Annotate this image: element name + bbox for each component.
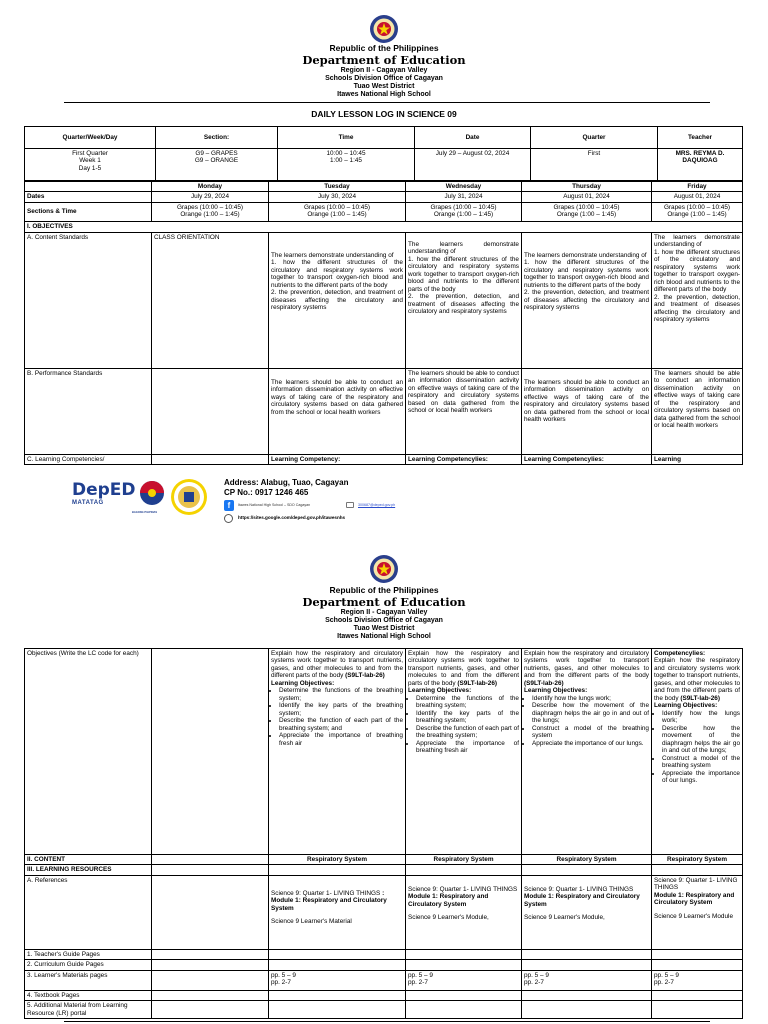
lesson-log-table (24, 181, 743, 465)
date-cell: July 29 – August 02, 2024 (415, 149, 531, 181)
sections-cell: G9 – GRAPES G9 – ORANGE (156, 149, 278, 181)
day-header-thursday: Thursday (522, 182, 652, 192)
col-header: Time (278, 127, 415, 149)
content-standards-tuesday: The learners demonstrate understanding of 1. how the different structures of the circulatory and respiratory systems work together to transport oxygen-rich blood and nutrients to the different parts of the body 2. the prevention, detection, and treatment of diseases affecting the circulatory and respiratory systems (269, 232, 406, 368)
page-2-footer-rule (64, 1021, 710, 1022)
deped-seal-icon (369, 14, 399, 44)
time-cell: 10:00 – 10:45 1:00 – 1:45 (278, 149, 415, 181)
letterhead: Republic of the Philippines Department of Education Region II - Cagayan Valley Schools Division Office of Cagayan Tuao West District Itawes National High School (302, 585, 466, 641)
facebook-link[interactable]: Itawes National High School – SDO Cagayan (238, 503, 311, 507)
email-link[interactable]: 300687@deped.gov.ph (358, 503, 396, 507)
content-topic: Respiratory System (269, 855, 406, 865)
republic-line: Republic of the Philippines (329, 43, 439, 53)
school-line: Itawes National High School (337, 91, 431, 99)
deped-logo: DepED MATATAG (72, 480, 136, 506)
department-line: Department of Education (302, 52, 466, 67)
lc-thursday: Explain how the respiratory and circulatory systems work together to transport nutrients, gases, and other molecules to and from the different parts of the body (S9LT-lab-26) Learning Objectives: • Identify how the lungs work; • Describe how the movement of the diaphragm helps the air go in and out of the lungs; • Construct a model of the breathing system • Appreciate the importance of our lungs. (522, 649, 652, 855)
references-friday: Science 9: Quarter 1- LIVING THINGS Module 1: Respiratory and Circulatory System Science 9 Learner's Module (652, 875, 743, 949)
lm-pages: pp. 5 – 9 pp. 2-7 (269, 970, 406, 990)
col-header: Section: (156, 127, 278, 149)
lc-header-wednesday: Learning Competencylies: (406, 454, 522, 464)
class-orientation-cell: CLASS ORIENTATION (152, 232, 269, 368)
header-rule (64, 102, 710, 103)
col-header: Quarter (531, 127, 658, 149)
day-header-monday: Monday (152, 182, 269, 192)
teachers-guide-label: 1. Teacher's Guide Pages (25, 949, 152, 959)
content-standards-label: A. Content Standards (25, 232, 152, 368)
email-icon (346, 502, 354, 508)
date-wednesday: July 31, 2024 (406, 192, 522, 202)
lm-pages: pp. 5 – 9 pp. 2-7 (522, 970, 652, 990)
address-block (224, 478, 348, 499)
quarter-week-day-cell: First Quarter Week 1 Day 1-5 (25, 149, 156, 181)
sections-time-cell: Grapes (10:00 – 10:45) Orange (1:00 – 1:45) (152, 202, 269, 221)
lc-header-thursday: Learning Competencylies: (522, 454, 652, 464)
objectives-section-label: I. OBJECTIVES (25, 221, 743, 232)
content-section-label: II. CONTENT (25, 855, 152, 865)
content-topic: Respiratory System (406, 855, 522, 865)
content-standards-wednesday: The learners demonstrate understanding of 1. how the different structures of the circulatory and respiratory systems work together to transport oxygen-rich blood and nutrients to the different parts of the body 2. the prevention, detection, and treatment of diseases affecting the circulatory and respiratory systems (406, 232, 522, 368)
col-header: Teacher (658, 127, 743, 149)
day-header-wednesday: Wednesday (406, 182, 522, 192)
performance-standards-label: B. Performance Standards (25, 368, 152, 454)
col-header: Date (415, 127, 531, 149)
performance-standards-wednesday: The learners should be able to conduct an information dissemination activity on effective ways of taking care of the respiratory and circulatory systems based on data gathered from the school or local health workers (406, 368, 522, 454)
curriculum-guide-label: 2. Curriculum Guide Pages (25, 960, 152, 970)
letterhead (0, 44, 768, 99)
matatag-text: MATATAG (72, 500, 104, 506)
sections-time-cell: Grapes (10:00 – 10:45) Orange (1:00 – 1:45) (522, 202, 652, 221)
sections-time-cell: Grapes (10:00 – 10:45) Orange (1:00 – 1:45) (406, 202, 522, 221)
date-tuesday: July 30, 2024 (269, 192, 406, 202)
performance-standards-friday: The learners should be able to conduct an information dissemination activity on effective ways of taking care of the respiratory and circulatory systems based on data gathered from the school or local health workers (652, 368, 743, 454)
website-link[interactable]: https://sites.google.com/deped.gov.ph/itawesnhs (238, 515, 346, 520)
quarter-cell: First (531, 149, 658, 181)
sections-time-cell: Grapes (10:00 – 10:45) Orange (1:00 – 1:45) (269, 202, 406, 221)
facebook-icon: f (224, 500, 234, 511)
lc-wednesday: Explain how the respiratory and circulatory systems work together to transport nutrients, gases, and other molecules to and from the different parts of the body (S9LT-lab-26) Learning Objectives: • Determine the functions of the breathing system; • Identify the key parts of the breathing system; • Describe the function of each part of the breathing system; • Appreciate the importance of breathing fresh air (406, 649, 522, 855)
day-header-tuesday: Tuesday (269, 182, 406, 192)
references-wednesday: Science 9: Quarter 1- LIVING THINGS Module 1: Respiratory and Circulatory System Science 9 Learner's Module, (406, 875, 522, 949)
resources-section-label: III. LEARNING RESOURCES (25, 865, 152, 875)
date-monday: July 29, 2024 (152, 192, 269, 202)
page-2 (0, 540, 768, 1024)
lm-pages: pp. 5 – 9 pp. 2-7 (652, 970, 743, 990)
sections-time-label: Sections & Time (25, 202, 152, 221)
content-topic: Respiratory System (652, 855, 743, 865)
references-label: A. References (25, 875, 152, 949)
lc-tuesday: Explain how the respiratory and circulatory systems work together to transport nutrients, gases, and other molecules to and from the different parts of the body (S9LT-lab-26) Learning Objectives: • Determine the functions of the breathing system; • Identify the key parts of the breathing system; • Describe the function of each part of the breathing system; and • Appreciate the importance of breathing fresh air (269, 649, 406, 855)
day-header-friday: Friday (652, 182, 743, 192)
col-header: Quarter/Week/Day (25, 127, 156, 149)
date-thursday: August 01, 2024 (522, 192, 652, 202)
lc-header-tuesday: Learning Competency: (269, 454, 406, 464)
district-line: Tuao West District (353, 83, 415, 91)
school-seal-icon (170, 478, 208, 516)
bagong-pilipinas-icon (132, 480, 172, 506)
bagong-pilipinas-logo: BAGONG PILIPINAS (132, 480, 176, 514)
learning-competencies-label: C. Learning Competencies/ (25, 454, 152, 464)
region-line: Region II - Cagayan Valley (340, 66, 428, 74)
sections-time-cell: Grapes (10:00 – 10:45) Orange (1:00 – 1:45) (652, 202, 743, 221)
textbook-pages-label: 4. Textbook Pages (25, 990, 152, 1000)
teacher-cell: MRS. REYMA D. DAQUIOAG (658, 149, 743, 181)
references-tuesday: Science 9: Quarter 1- LIVING THINGS : Module 1: Respiratory and Circulatory System Science 9 Learner's Material (269, 875, 406, 949)
lesson-log-table-continued (24, 648, 743, 1019)
globe-icon (224, 514, 233, 523)
document-title: DAILY LESSON LOG IN SCIENCE 09 (311, 109, 457, 119)
additional-materials-label: 5. Additional Material from Learning Resource (LR) portal (25, 1001, 152, 1019)
date-friday: August 01, 2024 (652, 192, 743, 202)
division-line: Schools Division Office of Cagayan (325, 75, 443, 83)
content-topic: Respiratory System (522, 855, 652, 865)
lc-header-friday: Learning (652, 454, 743, 464)
deped-seal-icon (369, 554, 399, 584)
address-text: Address: Alabug, Tuao, Cagayan (224, 478, 349, 487)
dates-label: Dates (25, 192, 152, 202)
objectives-lc-label: Objectives (Write the LC code for each) (25, 649, 152, 855)
performance-standards-thursday: The learners should be able to conduct an information dissemination activity on effective ways of taking care of the respiratory and circulatory systems based on data gathered from the school or local health workers (522, 368, 652, 454)
learners-materials-label: 3. Learner's Materials pages (25, 970, 152, 990)
content-standards-thursday: The learners demonstrate understanding of 1. how the different structures of the circulatory and respiratory systems work together to transport oxygen-rich blood and nutrients to the different parts of the body 2. the prevention, detection, and treatment of diseases affecting the circulatory and respiratory systems (522, 232, 652, 368)
content-standards-friday: The learners demonstrate understanding of 1. how the different structures of the circulatory and respiratory systems work together to transport oxygen-rich blood and nutrients to the different parts of the body 2. the prevention, detection, and treatment of diseases affecting the circulatory and respiratory systems (652, 232, 743, 368)
performance-standards-tuesday: The learners should be able to conduct an information dissemination activity on effective ways of taking care of the respiratory and circulatory systems based on data gathered from the school or local health workers (269, 368, 406, 454)
cp-number: CP No.: 0917 1246 465 (224, 488, 309, 498)
page-footer (66, 478, 706, 522)
info-table (24, 126, 743, 181)
references-thursday: Science 9: Quarter 1- LIVING THINGS Module 1: Respiratory and Circulatory System Science 9 Learner's Module, (522, 875, 652, 949)
lc-friday: Competencylies: Explain how the respiratory and circulatory systems work together to transport nutrients, gases, and other molecules to and from the different parts of the body (S9LT-lab-26) Learning Objectives: • Identify how the lungs work; • Describe how the movement of the diaphragm helps the air go in and out of the lungs; • Construct a model of the breathing system • Appreciate the importance of our lungs. (652, 649, 743, 855)
lm-pages: pp. 5 – 9 pp. 2-7 (406, 970, 522, 990)
